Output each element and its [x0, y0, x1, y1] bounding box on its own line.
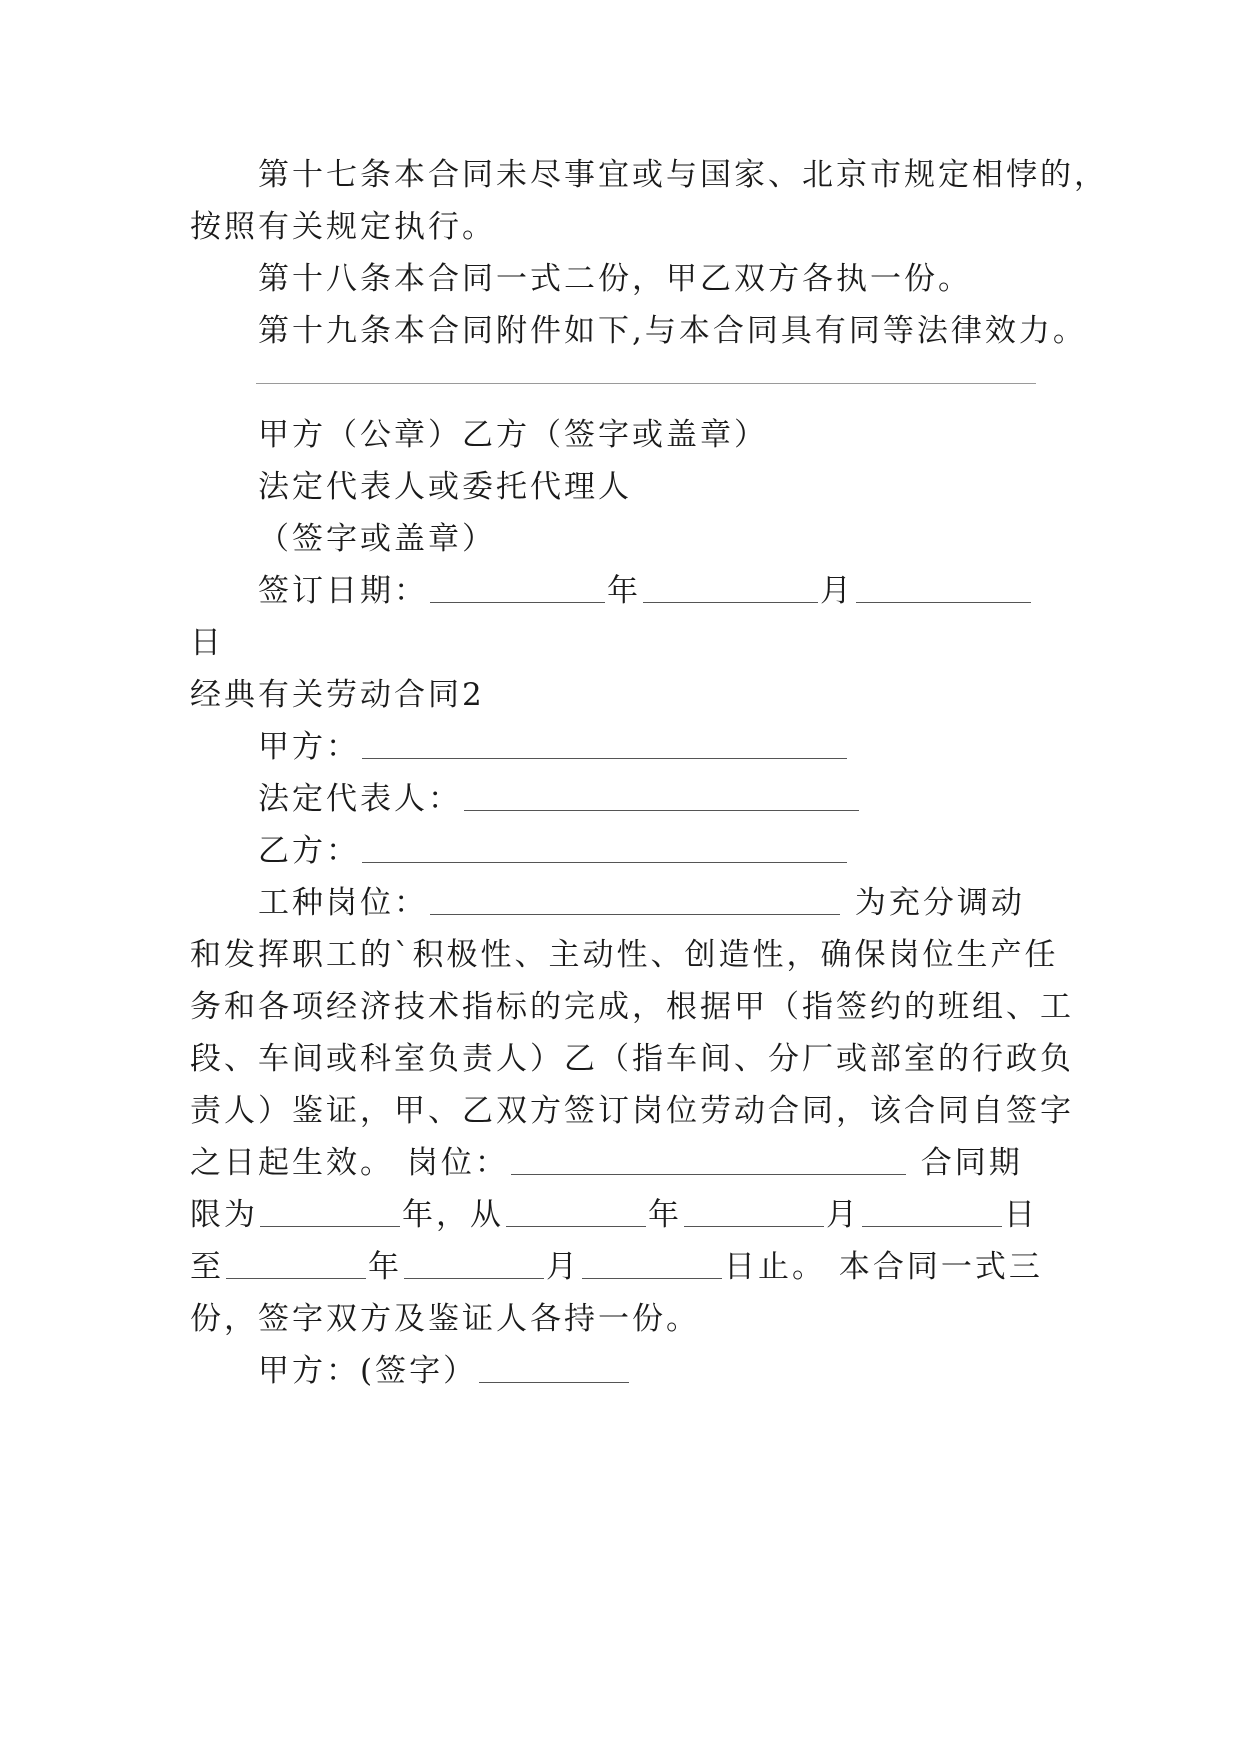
signature-parties: 甲方（公章）乙方（签字或盖章）: [258, 417, 768, 453]
term-year-from: 年，从: [402, 1197, 504, 1233]
end-to-label: 至: [190, 1249, 224, 1285]
legal-rep-label: 法定代表人：: [258, 781, 462, 817]
party-a-blank: [362, 728, 847, 759]
paragraph-line-4: 段、车间或科室负责人）乙（指车间、分厂或部室的行政负: [190, 1041, 1074, 1077]
section18: 第十八条本合同一式二份，甲乙双方各执一份。: [258, 261, 972, 297]
paragraph-line-5: 责人）鉴证，甲、乙双方签订岗位劳动合同，该合同自签字: [190, 1093, 1074, 1129]
end-month-label: 月: [546, 1249, 580, 1285]
paragraph-line-2: 和发挥职工的`积极性、主动性、创造性，确保岗位生产任: [190, 937, 1059, 973]
party-b-blank: [362, 832, 847, 863]
start-day-blank: [862, 1196, 1002, 1227]
party-b-line: [258, 831, 849, 871]
job-position-blank: [430, 884, 840, 915]
end-year-blank: [226, 1248, 366, 1279]
end-year-label: 年: [368, 1249, 402, 1285]
signing-date-label: 签订日期：: [258, 573, 428, 609]
start-year-blank: [506, 1196, 646, 1227]
signing-day-blank: [856, 572, 1031, 603]
contract-term-line: [190, 1195, 1038, 1235]
signing-date-line: [258, 571, 1033, 611]
section19: 第十九条本合同附件如下,与本合同具有同等法律效力。: [258, 313, 1087, 349]
party-a-line: [258, 727, 849, 767]
section17-line2: 按照有关规定执行。: [190, 209, 496, 245]
section17-line1: 第十七条本合同未尽事宜或与国家、北京市规定相悖的，: [258, 157, 1108, 193]
attachment-blank-line: [256, 383, 1036, 384]
start-month-blank: [684, 1196, 824, 1227]
signing-month-label: 月: [820, 573, 854, 609]
end-month-blank: [404, 1248, 544, 1279]
end-day-blank: [582, 1248, 722, 1279]
party-b-label: 乙方：: [258, 833, 360, 869]
paragraph-line-6: [190, 1143, 1023, 1183]
end-until-label: 日止。 本合同一式三: [724, 1249, 1043, 1285]
legal-rep-line: [258, 779, 861, 819]
legal-rep-blank: [464, 780, 859, 811]
signature-representative: 法定代表人或委托代理人: [258, 469, 632, 505]
position-blank: [511, 1144, 906, 1175]
party-a-label: 甲方：: [258, 729, 360, 765]
party-a-sign-label: 甲方：(签字）: [258, 1353, 478, 1389]
start-year-label: 年: [648, 1197, 682, 1233]
signing-day-label: 日: [190, 625, 224, 661]
start-day-label: 日: [1004, 1197, 1038, 1233]
term-years-blank: [260, 1196, 400, 1227]
paragraph-line-6-head: 之日起生效。 岗位：: [190, 1145, 509, 1181]
paragraph-line-3: 务和各项经济技术指标的完成，根据甲（指签约的班组、工: [190, 989, 1074, 1025]
paragraph-line-6-tail: 合同期: [920, 1145, 1023, 1181]
start-month-label: 月: [826, 1197, 860, 1233]
job-position-line: [258, 883, 1025, 923]
signing-year-blank: [430, 572, 605, 603]
contract2-title: 经典有关劳动合同2: [190, 677, 485, 713]
signing-month-blank: [643, 572, 818, 603]
term-prefix: 限为: [190, 1197, 258, 1233]
copies-line: 份，签字双方及鉴证人各持一份。: [190, 1301, 700, 1337]
contract-end-line: [190, 1247, 1043, 1287]
party-a-sign-line: [258, 1351, 631, 1391]
signing-year-label: 年: [607, 573, 641, 609]
job-position-label: 工种岗位：: [258, 885, 428, 921]
signature-sign-or-seal: （签字或盖章）: [258, 521, 496, 557]
job-position-tail: 为充分调动: [854, 885, 1025, 921]
party-a-sign-blank: [479, 1352, 629, 1383]
